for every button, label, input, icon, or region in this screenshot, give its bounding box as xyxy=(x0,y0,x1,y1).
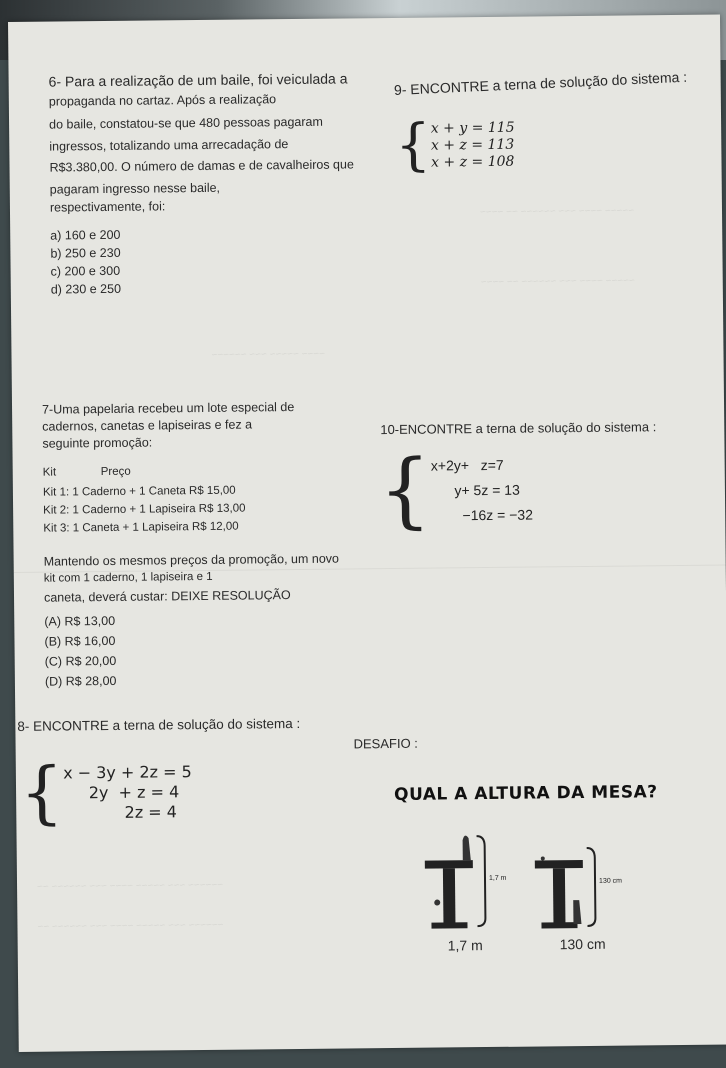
equation: −16z = −32 xyxy=(431,506,534,524)
fig1-inner-label: 1,7 m xyxy=(488,874,507,883)
turtle-icon xyxy=(434,900,440,906)
left-brace: { xyxy=(394,112,432,178)
q7-question-line: kit com 1 caderno, 1 lapiseira e 1 xyxy=(43,570,213,585)
q7-question-line: Mantendo os mesmos preços da promoção, um novo xyxy=(43,551,340,569)
desafio-label: DESAFIO : xyxy=(353,735,418,752)
bleed-through: ~~~~~~ ~~~ ~~~~~ ~~~~ ~~~ ~~~~~~ ~~ xyxy=(37,879,224,893)
q7-kit-row: Kit 1: 1 Caderno + 1 Caneta R$ 15,00 xyxy=(42,484,236,499)
bleed-through: ~~~~~ ~~~~ ~~~ ~~~~~~ ~~ ~~~~ xyxy=(480,275,635,289)
q9-system xyxy=(394,112,515,178)
q6-line: 6- Para a realização de um baile, foi veiculada a xyxy=(48,70,348,90)
q7-option: (B) R$ 16,00 xyxy=(44,633,116,649)
q7-line: cadernos, canetas e lapiseiras e fez a xyxy=(42,417,253,434)
q7-kit-header: Kit xyxy=(42,466,57,479)
cat-icon xyxy=(573,900,581,924)
q6-option: a) 160 e 200 xyxy=(50,227,121,243)
q10-equations xyxy=(431,452,533,528)
height-brace xyxy=(587,848,596,926)
turtle-icon xyxy=(541,856,545,860)
equation: x − 3y + 2z = 5 xyxy=(63,762,192,783)
equation: 2z = 4 xyxy=(63,802,178,823)
q7-price-header: Preço xyxy=(100,465,131,479)
q8-title: 8- ENCONTRE a terna de solução do sistema : xyxy=(17,715,301,734)
height-brace xyxy=(477,836,486,926)
q6-line: propaganda no cartaz. Após a realização xyxy=(48,92,277,109)
q7-option: (A) R$ 13,00 xyxy=(44,613,116,629)
bleed-through: ~~~~~ ~~~~ ~~~ ~~~~~~ ~~ ~~~~ xyxy=(479,205,635,219)
fig1-caption: 1,7 m xyxy=(447,937,483,954)
table-base xyxy=(431,922,467,928)
equation: y+ 5z = 13 xyxy=(431,481,520,499)
equation: x+2y+ z=7 xyxy=(430,456,504,474)
q7-question-line: caneta, deverá custar: DEIXE RESOLUÇÃO xyxy=(43,588,291,605)
q6-line: R$3.380,00. O número de damas e de cavalheiros que xyxy=(49,157,354,175)
table-leg xyxy=(443,868,456,924)
left-brace: { xyxy=(378,442,432,539)
q10-title: 10-ENCONTRE a terna de solução do sistema : xyxy=(380,419,657,438)
q6-line: ingressos, totalizando uma arrecadação de xyxy=(49,137,289,154)
q7-kit-row: Kit 2: 1 Caderno + 1 Lapiseira R$ 13,00 xyxy=(43,502,246,517)
q8-system xyxy=(19,753,193,833)
equation: x + y = 115 xyxy=(430,119,515,137)
table-figure-2 xyxy=(529,837,640,938)
q6-option: b) 250 e 230 xyxy=(50,245,121,261)
q7-line: 7-Uma papelaria recebeu um lote especial de xyxy=(41,400,295,417)
q8-equations xyxy=(63,762,192,823)
q10-system xyxy=(378,442,534,539)
table-figure-1 xyxy=(416,822,527,933)
equation: x + z = 108 xyxy=(431,153,515,171)
table-base xyxy=(541,922,577,928)
q9-title: 9- ENCONTRE a terna de solução do sistema : xyxy=(393,68,688,98)
q7-option: (C) R$ 20,00 xyxy=(44,653,117,669)
bleed-through: ~~~~ ~~~~~ ~~~ ~~~~~~ xyxy=(211,348,326,361)
q6-option: d) 230 e 250 xyxy=(50,281,122,297)
q9-equations xyxy=(431,119,515,171)
equation: 2y + z = 4 xyxy=(63,782,180,803)
worksheet-page xyxy=(8,15,726,1052)
left-brace: { xyxy=(19,753,64,833)
table-top xyxy=(425,860,473,869)
q6-line: pagaram ingresso nesse baile, xyxy=(49,180,221,197)
q7-option: (D) R$ 28,00 xyxy=(44,673,117,689)
fig2-inner-label: 130 cm xyxy=(598,877,623,885)
desafio-title: QUAL A ALTURA DA MESA? xyxy=(394,782,658,805)
q6-line: respectivamente, foi: xyxy=(49,199,166,215)
table-top xyxy=(535,860,583,869)
q7-line: seguinte promoção: xyxy=(42,435,153,451)
equation: x + z = 113 xyxy=(430,136,515,154)
q6-line: do baile, constatou-se que 480 pessoas pagaram xyxy=(49,114,323,132)
q6-option: c) 200 e 300 xyxy=(50,263,121,279)
table-leg xyxy=(553,868,566,924)
q7-kit-row: Kit 3: 1 Caneta + 1 Lapiseira R$ 12,00 xyxy=(43,520,239,535)
bleed-through: ~~~~~~ ~~~ ~~~~~ ~~~~ ~~~ ~~~~~~ ~~ xyxy=(37,919,224,933)
fig2-caption: 130 cm xyxy=(559,935,606,953)
cat-icon xyxy=(463,836,471,861)
